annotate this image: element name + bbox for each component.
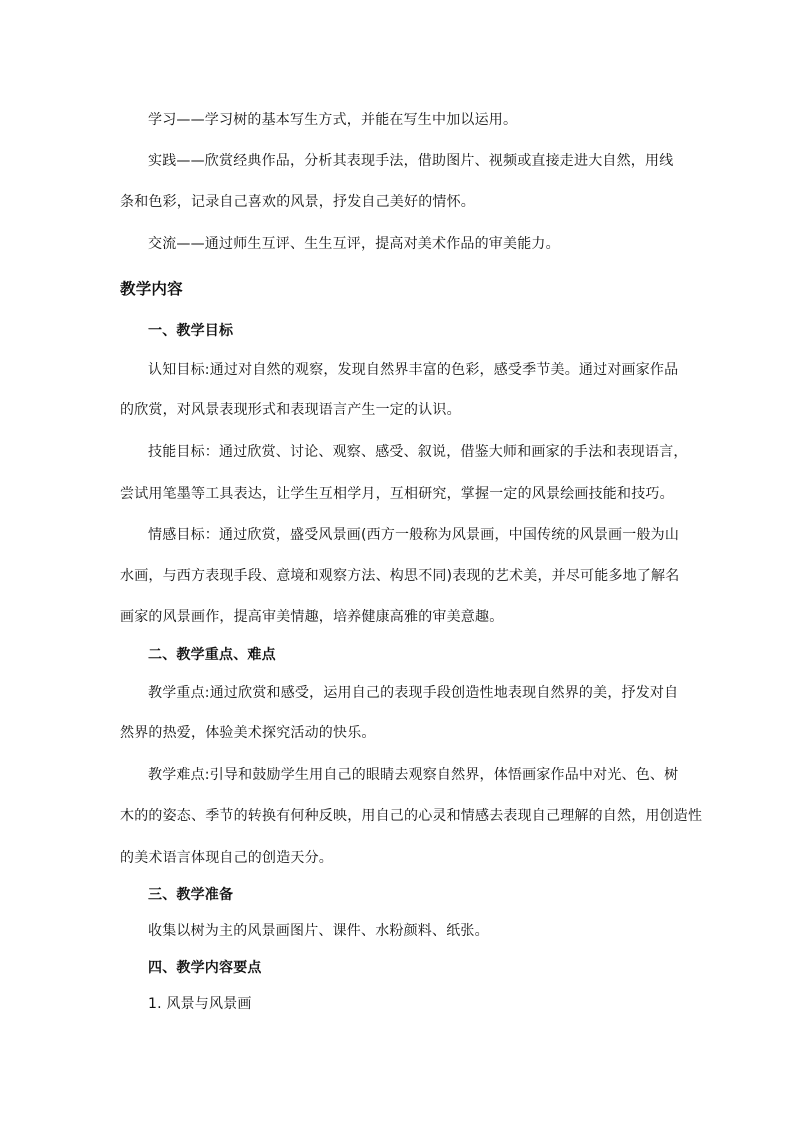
paragraph-preparation: 收集以树为主的风景画图片、课件、水粉颜料、纸张。 — [148, 923, 489, 939]
paragraph-learn: 学习——学习树的基本写生方式，并能在写生中加以运用。 — [148, 112, 518, 128]
paragraph-emotion-line2: 水画，与西方表现手段、意境和观察方法、构思不同)表现的艺术美，并尽可能多地了解名 — [120, 568, 680, 584]
paragraph-emotion-line3: 画家的风景画作，提高审美情趣，培养健康高雅的审美意趣。 — [120, 609, 504, 625]
paragraph-focus-line2: 然界的热爱，体验美术探究活动的快乐。 — [120, 725, 376, 741]
paragraph-skill-line2: 尝试用笔墨等工具表达，让学生互相学月，互相研究，掌握一定的风景绘画技能和技巧。 — [120, 486, 674, 502]
paragraph-difficulty-line3: 的美术语言体现自己的创造天分。 — [120, 850, 333, 866]
paragraph-emotion-line1: 情感目标：通过欣赏，盛受风景画(西方一般称为风景画，中国传统的风景画一般为山 — [148, 527, 680, 543]
paragraph-cognitive-line2: 的欣赏，对风景表现形式和表现语言产生一定的认识。 — [120, 402, 461, 418]
heading-objectives: 一、教学目标 — [148, 323, 234, 339]
paragraph-cognitive-line1: 认知目标:通过对自然的观察，发现自然界丰富的色彩，感受季节美。通过对画家作品 — [148, 362, 679, 378]
paragraph-focus-line1: 教学重点:通过欣赏和感受，运用自己的表现手段创造性地表现自然界的美，抒发对自 — [148, 685, 679, 701]
paragraph-practice-line2: 条和色彩，记录自己喜欢的风景，抒发自己美好的情怀。 — [120, 194, 475, 210]
heading-content-points: 四、教学内容要点 — [148, 960, 262, 976]
heading-preparation: 三、教学准备 — [148, 887, 234, 903]
paragraph-exchange: 交流——通过师生互评、生生互评，提高对美术作品的审美能力。 — [148, 236, 560, 252]
heading-key-points: 二、教学重点、难点 — [148, 647, 276, 663]
list-item-landscape: 1. 风景与风景画 — [148, 996, 252, 1012]
paragraph-difficulty-line2: 木的的姿态、季节的转换有何种反映，用自己的心灵和情感去表现自己理解的自然，用创造性 — [120, 808, 703, 824]
paragraph-practice-line1: 实践——欣赏经典作品，分析其表现手法，借助图片、视频或直接走进大自然，用线 — [148, 153, 674, 169]
paragraph-difficulty-line1: 教学难点:引导和鼓励学生用自己的眼睛去观察自然界，体悟画家作品中对光、色、树 — [148, 767, 679, 783]
section-title: 教学内容 — [120, 280, 183, 298]
paragraph-skill-line1: 技能目标：通过欣赏、讨论、观察、感受、叙说，借鉴大师和画家的手法和表现语言， — [148, 444, 688, 460]
